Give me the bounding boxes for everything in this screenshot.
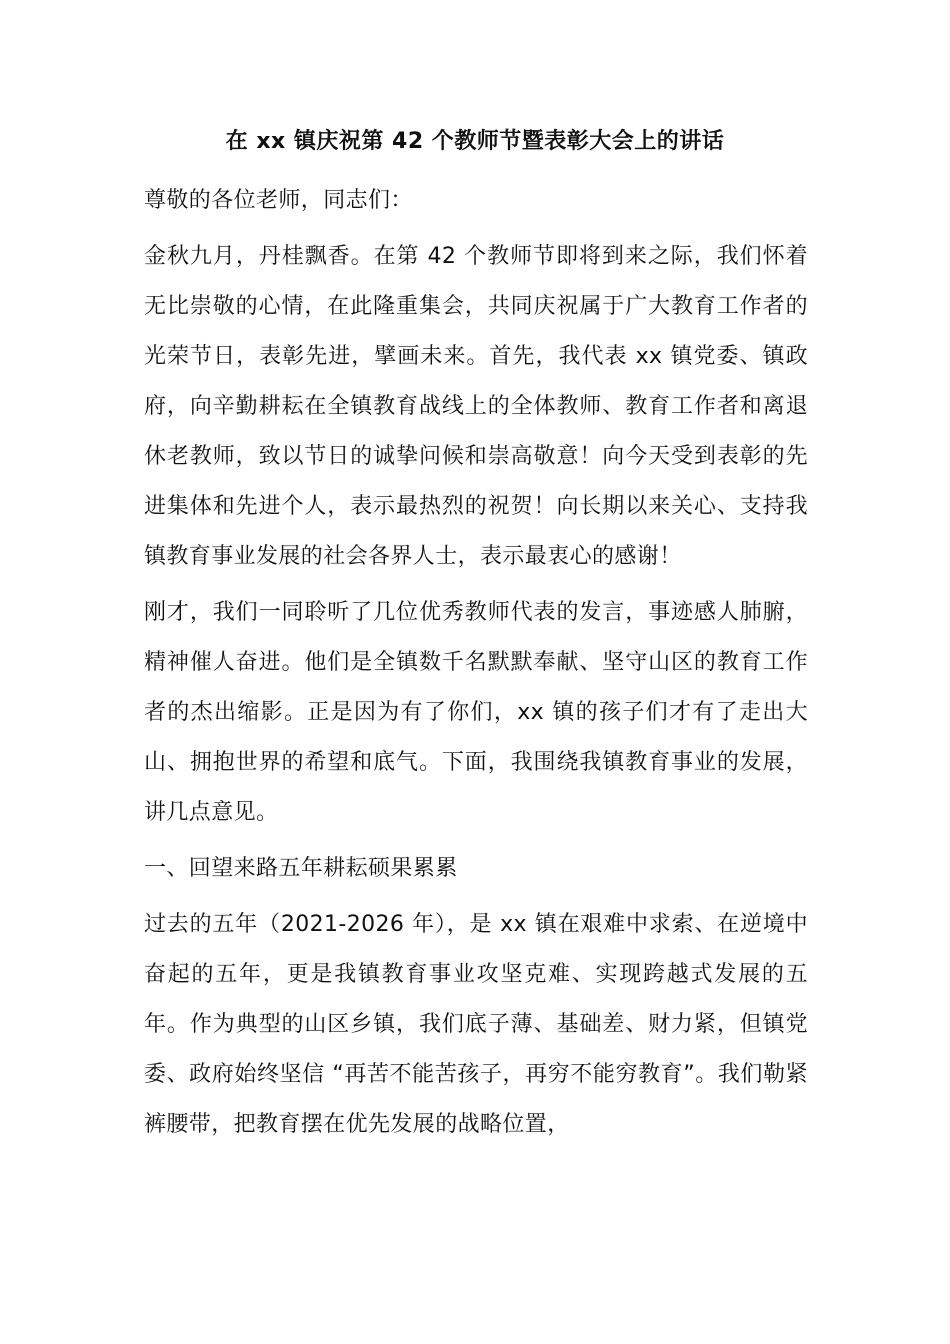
section-paragraph: 过去的五年（2021-2026 年），是 xx 镇在艰难中求索、在逆境中奋起的五年，更是我镇教育事业攻坚克难、实现跨越式发展的五年。作为典型的山区乡镇，我们底子薄、基础差、财力紧，但镇党委、政府始终坚信 “再苦不能苦孩子，再穷不能穷教育”。我们勒紧裤腰带，把教育摆在优先发展的战略位置， bbox=[144, 912, 808, 1137]
document-body bbox=[144, 176, 808, 1156]
section-heading: 一、回望来路五年耕耘硕果累累 bbox=[144, 856, 458, 881]
paragraph-intro: 刚才，我们一同聆听了几位优秀教师代表的发言，事迹感人肺腑，精神催人奋进。他们是全镇数千名默默奉献、坚守山区的教育工作者的杰出缩影。正是因为有了你们，xx 镇的孩子们才有了走出大山、拥抱世界的希望和底气。下面，我围绕我镇教育事业的发展，讲几点意见。 bbox=[144, 600, 808, 825]
document-title: 在 xx 镇庆祝第 42 个教师节暨表彰大会上的讲话 bbox=[225, 129, 725, 154]
salutation: 尊敬的各位老师，同志们： bbox=[144, 188, 413, 213]
paragraph-opening: 金秋九月，丹桂飘香。在第 42 个教师节即将到来之际，我们怀着无比崇敬的心情，在此隆重集会，共同庆祝属于广大教育工作者的光荣节日，表彰先进，擘画未来。首先，我代表 xx 镇党委、镇政府，向辛勤耕耘在全镇教育战线上的全体教师、教育工作者和离退休老教师，致以节日的诚挚问候和崇高敬意！向今天受到表彰的先进集体和先进个人，表示最热烈的祝贺！向长期以来关心、支持我镇教育事业发展的社会各界人士，表示最衷心的感谢！ bbox=[144, 244, 808, 569]
